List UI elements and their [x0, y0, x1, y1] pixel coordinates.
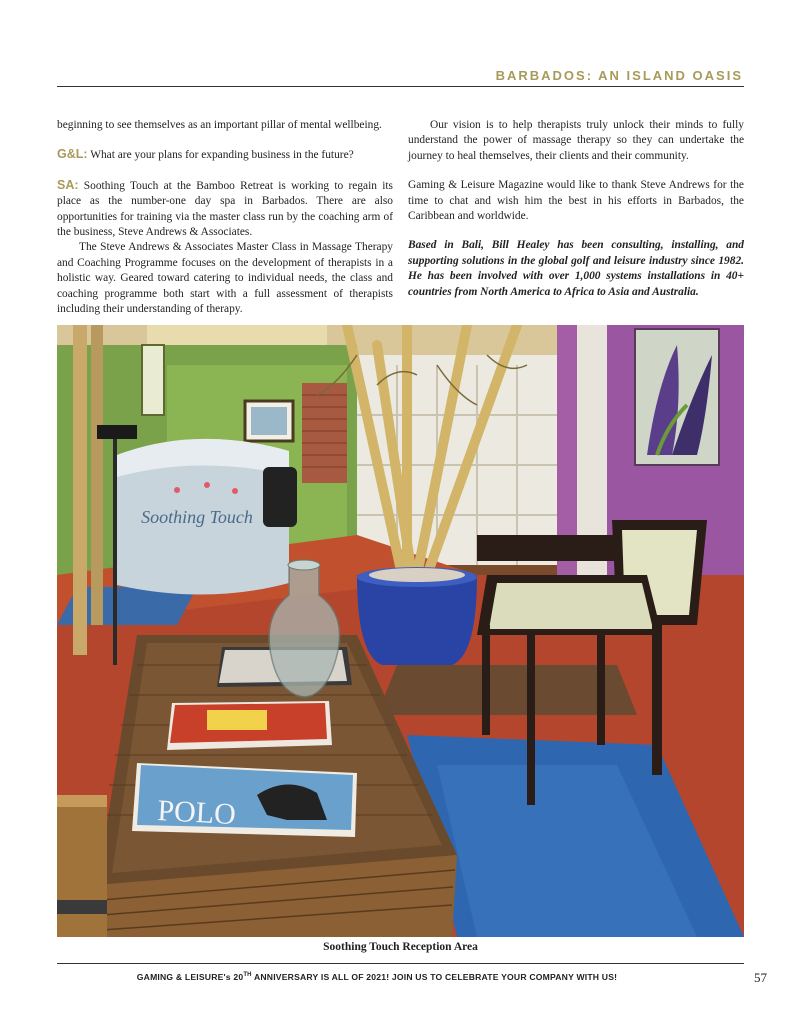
footer-superscript: TH	[243, 972, 252, 979]
bottom-divider	[57, 963, 744, 964]
desk-logo-text: Soothing Touch	[141, 507, 253, 527]
answer-text: Soothing Touch at the Bamboo Retreat is working to regain its place as the number-one day spa in Barbados. There are also opportunities for training via the master class run by the coaching arm of the business, Steve Andrews & Associates.	[57, 179, 393, 239]
footer-banner	[57, 972, 697, 982]
question-text: What are your plans for expanding business in the future?	[87, 149, 354, 162]
left-column	[57, 118, 393, 317]
paragraph: Our vision is to help therapists truly unlock their minds to fully understand the power of massage therapy so they can undertake the journey to heal themselves, their clients and their community.	[408, 119, 744, 162]
question-paragraph	[57, 147, 393, 163]
magazine-title-text: POLO	[156, 794, 237, 832]
question-label: G&L:	[57, 147, 88, 162]
reception-area-photo	[57, 325, 744, 937]
footer-text-start: GAMING & LEISURE's 20	[136, 972, 244, 982]
right-column	[408, 118, 744, 300]
answer-paragraph	[57, 178, 393, 241]
author-bio: Based in Bali, Bill Healey has been consulting, installing, and supporting solutions in the global golf and leisure industry since 1982. He has been involved with over 1,000 systems installations in 40+ countries from North America to Africa to Asia and Australia.	[408, 239, 744, 298]
photo-caption: Soothing Touch Reception Area	[323, 941, 478, 953]
answer-label: SA:	[57, 177, 79, 192]
paragraph: Gaming & Leisure Magazine would like to thank Steve Andrews for the time to chat and wish him the best in his efforts in Barbados, the Caribbean and worldwide.	[408, 179, 744, 223]
page-number: 57	[754, 970, 767, 985]
top-divider	[57, 86, 744, 87]
footer-text-end: ANNIVERSARY IS ALL OF 2021! JOIN US TO CELEBRATE YOUR COMPANY WITH US!	[251, 972, 618, 982]
paragraph: beginning to see themselves as an important pillar of mental wellbeing.	[57, 119, 382, 131]
paragraph: The Steve Andrews & Associates Master Class in Massage Therapy and Coaching Programme focuses on the development of therapists in a holistic way. Geared toward catering to individual needs, the class and coaching programme both start with a full assessment of therapists including their understanding of therapy.	[57, 241, 393, 316]
section-title: BARBADOS: AN ISLAND OASIS	[495, 68, 743, 83]
